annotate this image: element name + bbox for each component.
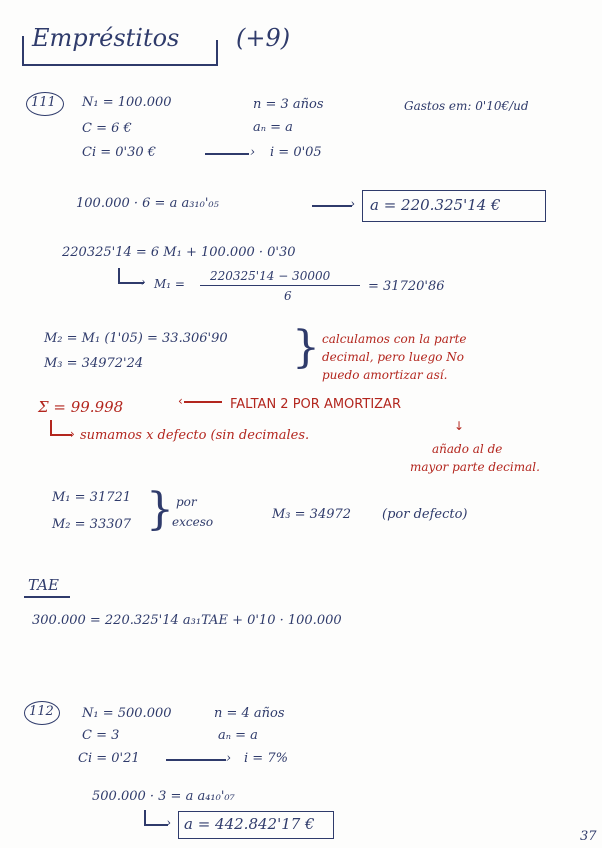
title-note: (+9) [236,24,291,52]
anado-note-2: mayor parte decimal. [410,460,540,474]
given-gastos: Gastos em: 0'10€/ud [404,99,529,113]
arrow-head: › [250,145,256,160]
annuity-equation: 500.000 · 3 = a a₄₁₀'₀₇ [92,789,235,804]
exceso-m1: M₁ = 31721 [52,490,132,505]
given-n: n = 4 años [214,706,285,721]
m1-lhs: M₁ = [154,277,185,291]
given-i: i = 7% [244,751,288,766]
down-arrow: ↓ [454,419,465,433]
m1-denominator: 6 [284,289,292,303]
given-an: aₙ = a [253,120,293,135]
given-i: i = 0'05 [270,145,322,160]
step-arrow-stem [118,268,120,282]
m3-line: M₃ = 34972'24 [44,356,144,371]
title-underline [22,64,218,66]
given-an: aₙ = a [218,728,258,743]
exceso-m2: M₂ = 33307 [52,517,132,532]
tae-underline [24,596,70,598]
brace: } [146,484,174,535]
exercise-number: 112 [29,704,54,719]
given-n: n = 3 años [253,97,324,112]
title-right-bar [216,40,218,66]
tae-heading: TAE [28,576,59,594]
given-ci: Ci = 0'21 [78,751,140,766]
exercise-number: 111 [31,95,56,110]
m2-line: M₂ = M₁ (1'05) = 33.306'90 [44,331,228,346]
anado-note-1: añado al de [432,442,503,456]
title-left-bar [22,36,24,66]
arrow-head: › [70,427,75,441]
m1-result: = 31720'86 [368,279,445,294]
annuity-result: a = 220.325'14 € [370,196,501,214]
sum-line: Σ = 99.998 [38,398,124,416]
decimal-note-2: decimal, pero luego No [322,350,465,364]
given-c: C = 3 [82,728,120,743]
arrow-head: › [350,197,356,212]
equation-m1: 220325'14 = 6 M₁ + 100.000 · 0'30 [62,245,296,260]
exceso-label-2: exceso [172,515,214,529]
arrow-line [166,759,226,761]
m3-defecto: M₃ = 34972 [272,507,352,522]
step-arrow-stem [50,420,52,434]
annuity-equation: 100.000 · 6 = a a₃₁₀'₀₅ [76,196,219,211]
given-ci: Ci = 0'30 € [82,145,157,160]
m3-defecto-note: (por defecto) [382,507,468,522]
faltan-note: FALTAN 2 POR AMORTIZAR [230,397,401,412]
page-number: 37 [580,829,597,844]
arrow-head: ‹ [178,394,183,408]
arrow-line [205,153,249,155]
annuity-result: a = 442.842'17 € [184,815,315,833]
step-arrow-stem [144,810,146,824]
decimal-note-1: calculamos con la parte [322,332,467,346]
decimal-note-3: puedo amortizar así. [322,368,448,382]
tae-equation: 300.000 = 220.325'14 a₃₁TAE + 0'10 · 100.000 [32,613,342,628]
arrow-head: › [166,816,172,831]
page-title: Empréstitos [32,24,180,52]
fraction-bar [200,285,360,286]
step-arrow-line [144,824,168,826]
given-n1: N₁ = 500.000 [82,706,172,721]
brace: } [292,322,320,373]
left-arrow-line [184,401,222,403]
m1-numerator: 220325'14 − 30000 [210,269,331,283]
given-n1: N₁ = 100.000 [82,95,172,110]
arrow-line [312,205,352,207]
defecto-note: sumamos x defecto (sin decimales. [80,428,310,443]
step-arrow-line [50,434,72,436]
exceso-label-1: por [176,495,197,509]
arrow-head: › [141,275,146,289]
given-c: C = 6 € [82,121,132,136]
arrow-head: › [226,751,232,766]
